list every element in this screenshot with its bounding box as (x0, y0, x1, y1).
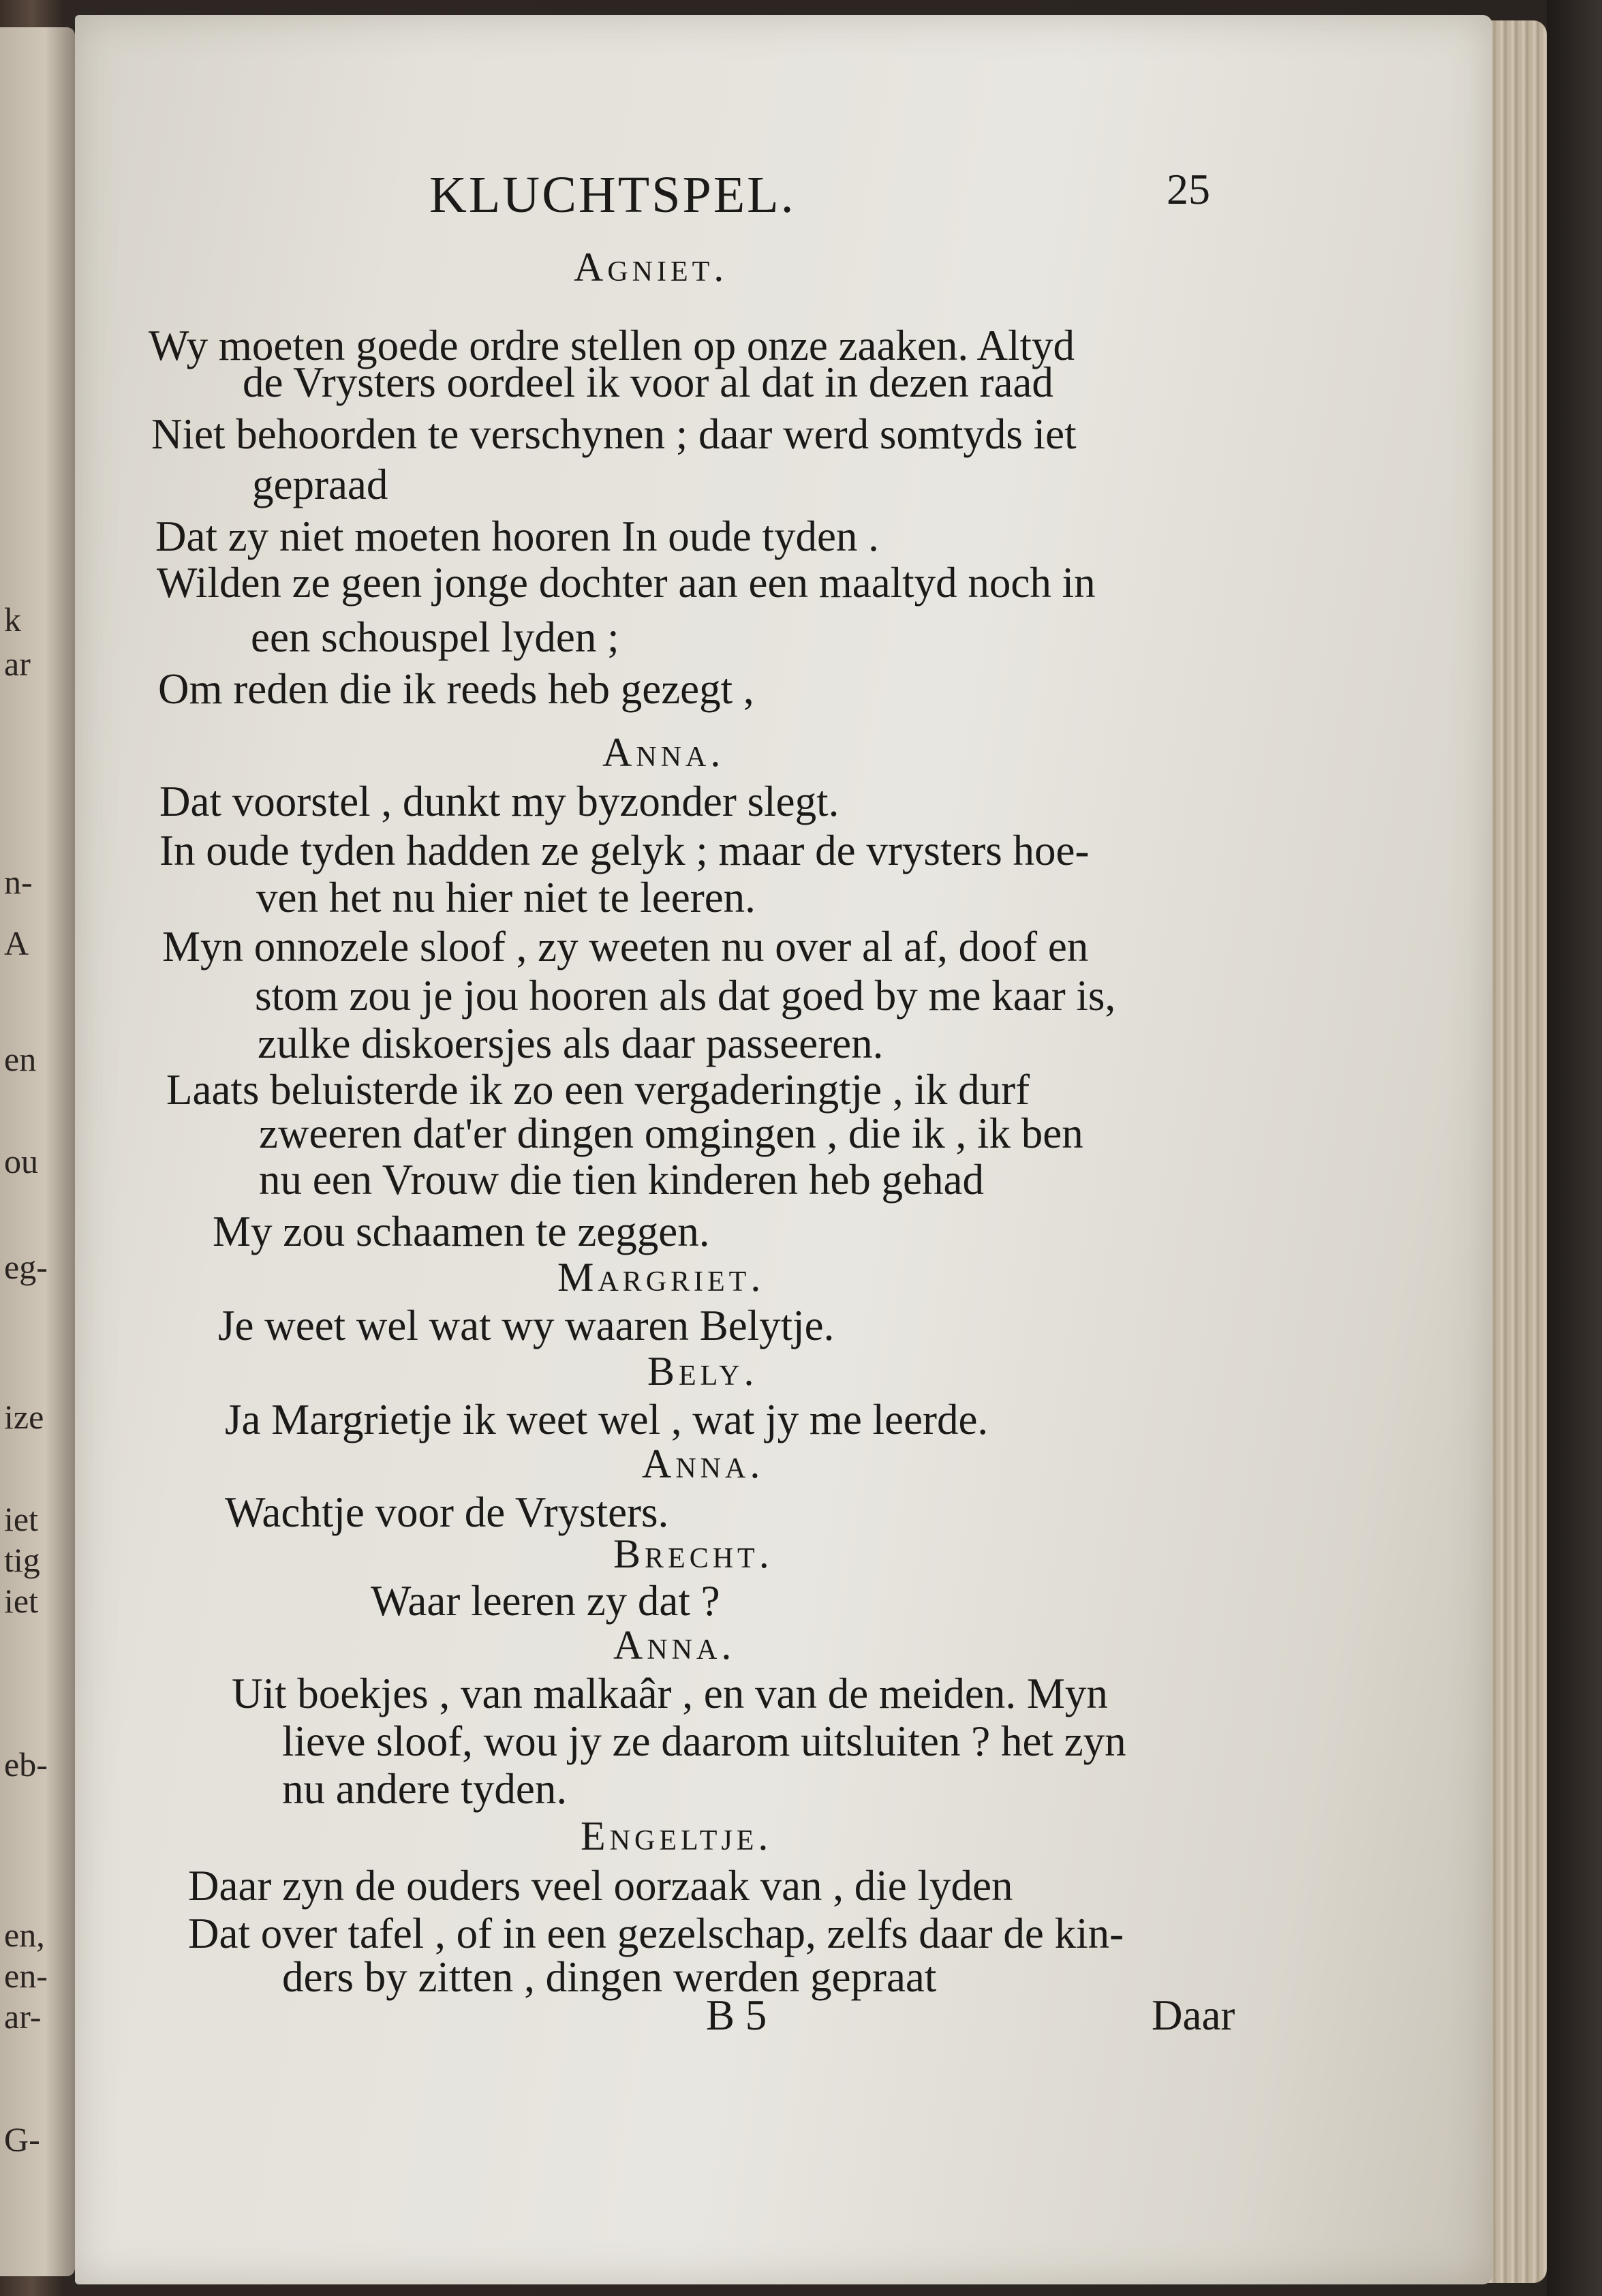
verse-line: Niet behoorden te verschynen ; daar werd somtyds iet (151, 410, 1077, 458)
verse-line: Je weet wel wat wy waaren Belytje. (218, 1302, 835, 1349)
left-fragment: A (4, 924, 29, 962)
left-fragment: en, (4, 1916, 45, 1954)
left-fragment: iet (4, 1582, 38, 1620)
verse-line: Myn onnozele sloof , zy weeten nu over al af, doof en (162, 923, 1089, 970)
verse-line: Om reden die ik reeds heb gezegt , (158, 665, 754, 713)
verse-line: gepraad (252, 461, 388, 508)
left-fragment: eg- (4, 1248, 48, 1286)
speaker-name: Anna. (602, 730, 725, 775)
speaker-name: Anna. (613, 1623, 736, 1668)
left-fragment: iet (4, 1500, 38, 1538)
speaker-name: Engeltje. (581, 1813, 773, 1858)
catchword: Daar (1152, 1991, 1235, 2039)
verse-line: Waar leeren zy dat ? (371, 1577, 720, 1625)
verse-line: een schouspel lyden ; (251, 613, 619, 661)
left-fragment: ar (4, 645, 31, 683)
verse-line: Dat voorstel , dunkt my byzonder slegt. (159, 778, 839, 825)
left-fragment: ize (4, 1398, 44, 1436)
page-number: 25 (1167, 165, 1210, 213)
left-facing-page (0, 27, 75, 2276)
running-title: KLUCHTSPEL. (429, 166, 796, 224)
left-fragment: ou (4, 1142, 38, 1180)
verse-line: ven het nu hier niet te leeren. (256, 874, 756, 921)
background-right (1547, 0, 1602, 2296)
verse-line: stom zou je jou hooren als dat goed by me kaar is, (255, 972, 1116, 1020)
verse-line: lieve sloof, wou jy ze daarom uitsluiten ? het zyn (282, 1717, 1126, 1765)
verse-line: Wy moeten goede ordre stellen op onze zaaken. Altyd (149, 322, 1075, 369)
speaker-name: Brecht. (613, 1531, 773, 1576)
left-fragment: tig (4, 1541, 40, 1579)
verse-line: My zou schaamen te zeggen. (213, 1208, 710, 1255)
verse-line: Wilden ze geen jonge dochter aan een maaltyd noch in (157, 559, 1096, 607)
verse-line: Ja Margrietje ik weet wel , wat jy me leerde. (225, 1396, 989, 1443)
verse-line: Uit boekjes , van malkaâr , en van de meiden. Myn (232, 1670, 1108, 1717)
left-fragment: n- (4, 863, 33, 901)
verse-line: zulke diskoersjes als daar passeeren. (258, 1020, 884, 1067)
left-fragment: G- (4, 2120, 40, 2158)
speaker-name: Margriet. (557, 1255, 765, 1300)
verse-line: Wachtje voor de Vrysters. (225, 1488, 669, 1536)
speaker-name: Agniet. (574, 245, 728, 290)
verse-line: In oude tyden hadden ze gelyk ; maar de vrysters hoe- (159, 827, 1090, 874)
verse-line: zweeren dat'er dingen omgingen , die ik , ik ben (259, 1109, 1083, 1157)
verse-line: nu een Vrouw die tien kinderen heb gehad (259, 1156, 984, 1204)
verse-line: Laats beluisterde ik zo een vergaderingtje , ik durf (166, 1066, 1030, 1114)
speaker-name: Anna. (642, 1441, 765, 1486)
speaker-name: Bely. (647, 1349, 758, 1394)
signature-mark: B 5 (706, 1991, 767, 2039)
left-fragment: en- (4, 1957, 48, 1995)
verse-line: de Vrysters oordeel ik voor al dat in dezen raad (243, 358, 1053, 406)
verse-line: nu andere tyden. (282, 1765, 568, 1813)
verse-line: Daar zyn de ouders veel oorzaak van , die lyden (188, 1862, 1013, 1910)
left-fragment: en (4, 1040, 37, 1078)
verse-line: Dat over tafel , of in een gezelschap, zelfs daar de kin- (188, 1910, 1124, 1957)
verse-line: Dat zy niet moeten hooren In oude tyden . (155, 512, 879, 560)
left-fragment: ar- (4, 1997, 42, 2036)
verse-line: ders by zitten , dingen werden gepraat (282, 1953, 937, 2001)
left-fragment: eb- (4, 1745, 48, 1784)
left-fragment: k (4, 600, 21, 639)
